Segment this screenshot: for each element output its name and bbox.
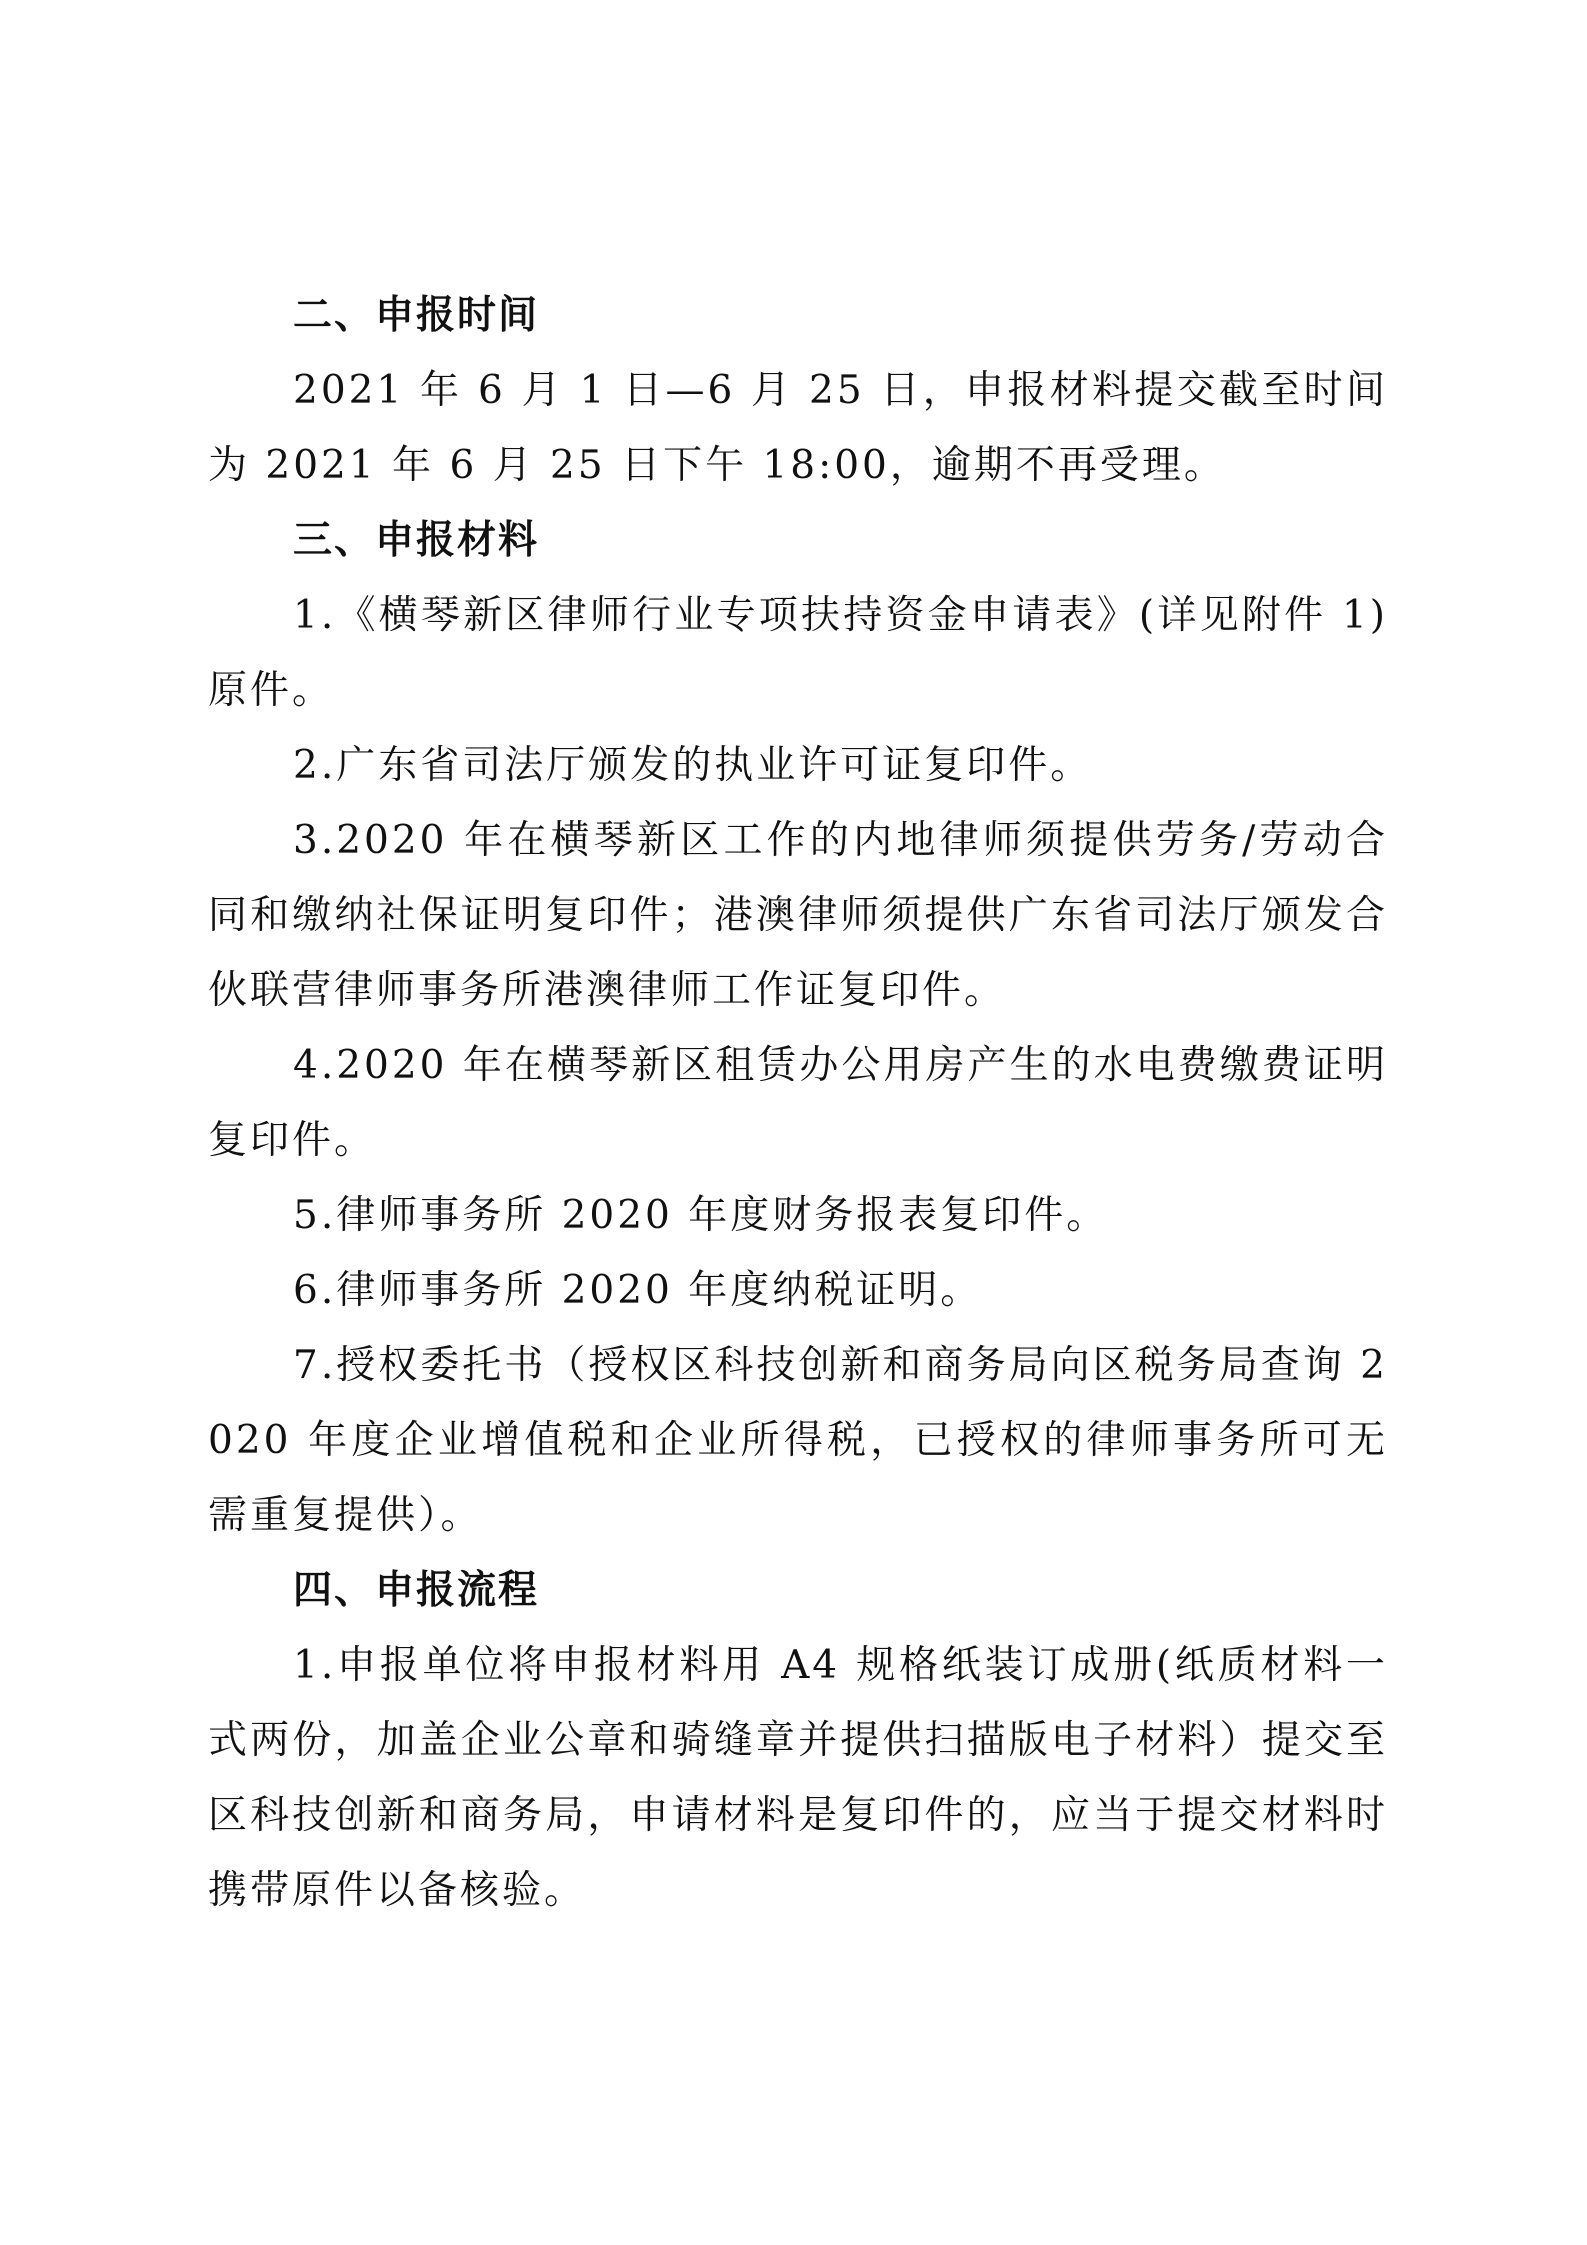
- list-item: 1.申报单位将申报材料用 A4 规格纸装订成册(纸质材料一式两份，加盖企业公章和骑缝章并提供扫描版电子材料）提交至区科技创新和商务局，申请材料是复印件的，应当于提交材料时携带原件以备核验。: [208, 1643, 1388, 1913]
- list-item: 4.2020 年在横琴新区租赁办公用房产生的水电费缴费证明复印件。: [208, 1043, 1388, 1163]
- section-heading: 四、申报流程: [293, 1568, 540, 1613]
- list-item: 3.2020 年在横琴新区工作的内地律师须提供劳务/劳动合同和缴纳社保证明复印件；港澳律师须提供广东省司法厅颁发合伙联营律师事务所港澳律师工作证复印件。: [208, 818, 1388, 1013]
- list-item: 2.广东省司法厅颁发的执业许可证复印件。: [293, 743, 1093, 788]
- document-body: [208, 278, 1388, 1928]
- paragraph: 2021 年 6 月 1 日—6 月 25 日，申报材料提交截至时间为 2021 年 6 月 25 日下午 18:00，逾期不再受理。: [208, 368, 1388, 488]
- section-application-materials: [208, 503, 1388, 1553]
- list-item: 7.授权委托书（授权区科技创新和商务局向区税务局查询 2020 年度企业增值税和企业所得税，已授权的律师事务所可无需重复提供）。: [208, 1343, 1388, 1538]
- list-item: 1.《横琴新区律师行业专项扶持资金申请表》(详见附件 1) 原件。: [208, 593, 1388, 713]
- section-application-process: [208, 1553, 1388, 1928]
- section-application-time: [208, 278, 1388, 503]
- list-item: 6.律师事务所 2020 年度纳税证明。: [293, 1268, 983, 1313]
- section-heading: 二、申报时间: [293, 293, 540, 338]
- section-heading: 三、申报材料: [293, 518, 540, 563]
- list-item: 5.律师事务所 2020 年度财务报表复印件。: [293, 1193, 1109, 1238]
